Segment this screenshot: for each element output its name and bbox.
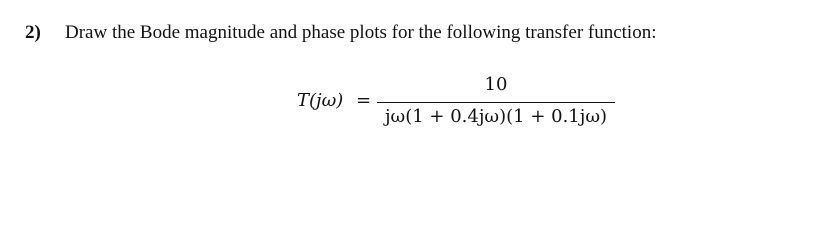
- fraction-bar: [377, 102, 615, 103]
- problem-text: Draw the Bode magnitude and phase plots for the following transfer function:: [65, 22, 657, 43]
- equals-sign: =: [356, 90, 372, 111]
- fraction-denominator: jω(1 + 0.4jω)(1 + 0.1jω): [384, 106, 608, 127]
- transfer-function-lhs: [297, 90, 343, 111]
- problem-number: 2): [25, 22, 41, 43]
- transfer-function-equation: [297, 74, 627, 134]
- transfer-function-symbol: T(jω): [297, 90, 344, 111]
- problem-statement: [25, 21, 657, 45]
- fraction-numerator: 10: [484, 74, 508, 95]
